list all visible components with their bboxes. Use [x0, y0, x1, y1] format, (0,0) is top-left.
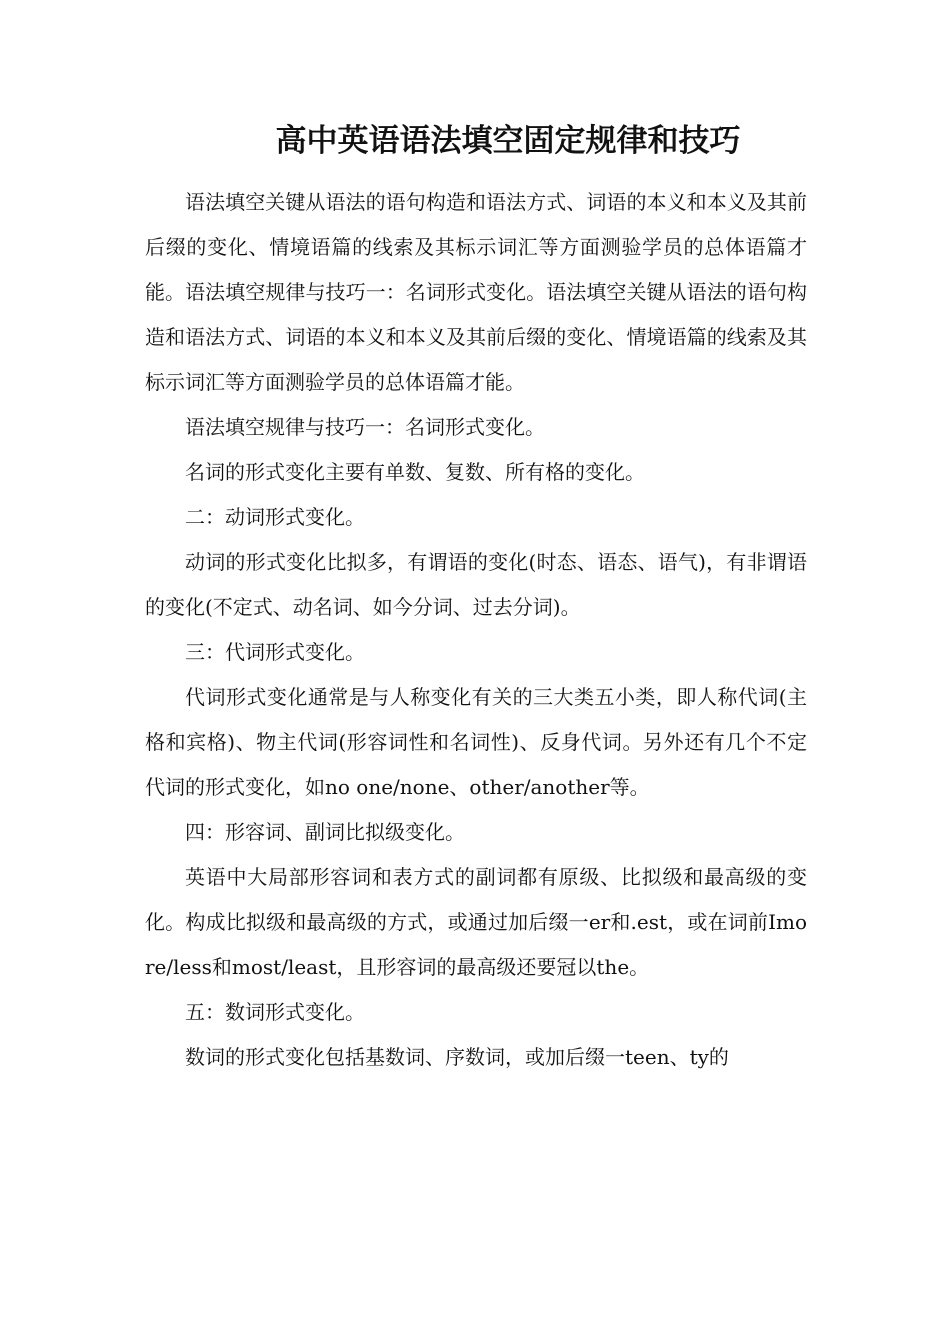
- paragraph-verb-body: 动词的形式变化比拟多，有谓语的变化(时态、语态、语气)，有非谓语的变化(不定式、动名词、如今分词、过去分词)。: [145, 550, 807, 619]
- paragraph-adjective-heading: 四：形容词、副词比拟级变化。: [185, 820, 465, 844]
- paragraph-adjective-body: 英语中大局部形容词和表方式的副词都有原级、比拟级和最高级的变化。构成比拟级和最高级的方式，或通过加后缀一er和.est，或在词前Imore/less和most/least，且形容词的最高级还要冠以the。: [145, 865, 807, 979]
- paragraph-numeral-heading: 五：数词形式变化。: [185, 1000, 365, 1024]
- paragraph-intro: 语法填空关键从语法的语句构造和语法方式、词语的本义和本义及其前后缀的变化、情境语篇的线索及其标示词汇等方面测验学员的总体语篇才能。语法填空规律与技巧一：名词形式变化。语法填空关键从语法的语句构造和语法方式、词语的本义和本义及其前后缀的变化、情境语篇的线索及其标示词汇等方面测验学员的总体语篇才能。: [145, 190, 807, 394]
- document-body: [145, 180, 807, 1080]
- paragraph-noun-heading: 语法填空规律与技巧一：名词形式变化。: [185, 415, 545, 439]
- paragraph-pronoun-heading: 三：代词形式变化。: [185, 640, 365, 664]
- paragraph-numeral-body: 数词的形式变化包括基数词、序数词，或加后缀一teen、ty的: [185, 1045, 729, 1069]
- paragraph-verb-heading: 二：动词形式变化。: [185, 505, 365, 529]
- document-title: 高中英语语法填空固定规律和技巧: [275, 123, 741, 159]
- paragraph-noun-body: 名词的形式变化主要有单数、复数、所有格的变化。: [185, 460, 645, 484]
- paragraph-pronoun-body: 代词形式变化通常是与人称变化有关的三大类五小类，即人称代词(主格和宾格)、物主代词(形容词性和名词性)、反身代词。另外还有几个不定代词的形式变化，如no one/none、other/another等。: [145, 685, 807, 799]
